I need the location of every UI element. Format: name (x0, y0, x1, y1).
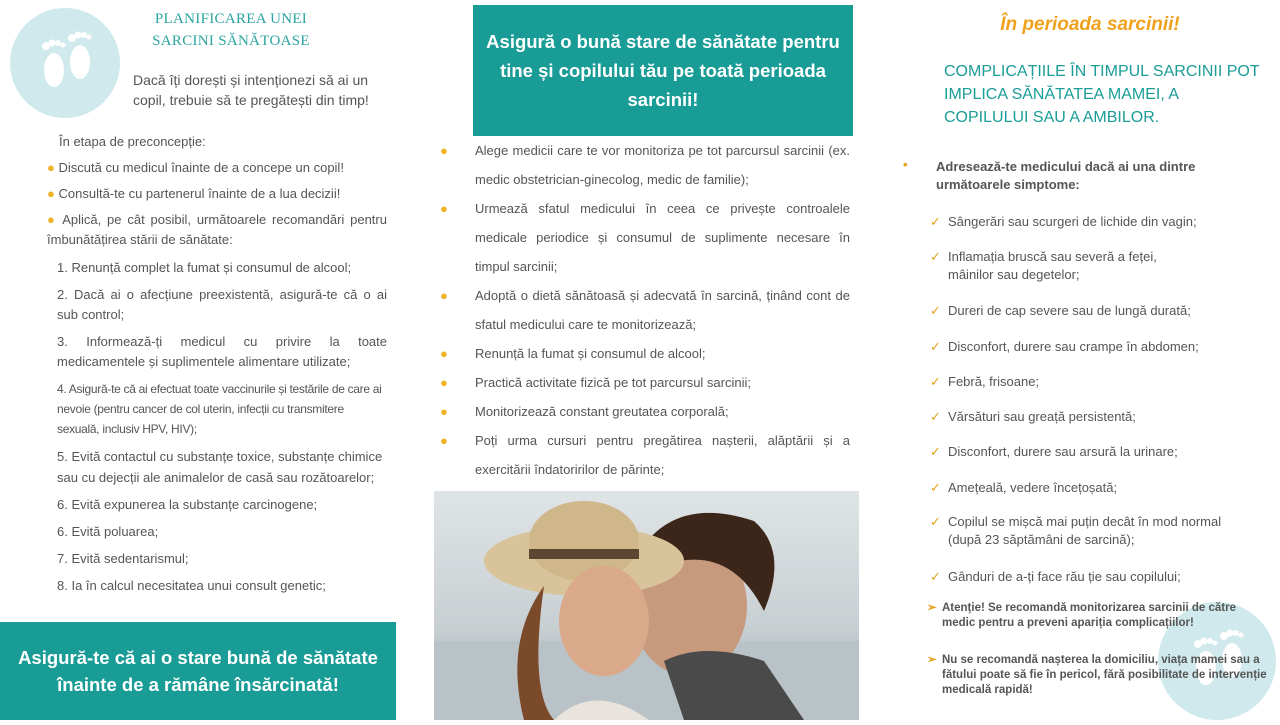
list-item: ● Consultă-te cu partenerul înainte de a lua decizii! (47, 186, 341, 201)
list-item: 1. Renunță complet la fumat și consumul de alcool; (57, 260, 352, 275)
list-item: 6. Evită expunerea la substanțe carcinogene; (57, 497, 318, 512)
list-item: 3. Informează-ți medicul cu privire la toate medicamentele și suplimentele alimentare utilizate; (57, 334, 387, 369)
symptom-item: ✓ Vărsături sau greață persistentă; (930, 409, 1136, 424)
list-item: 5. Evită contactul cu substanțe toxice, substanțe chimice sau cu dejecții ale animalelor de casă sau rozătoarelor; (57, 449, 383, 485)
list-item: ● Discută cu medicul înainte de a concepe un copil! (47, 160, 344, 175)
footprints-icon (10, 8, 120, 118)
list-item: ● Renunță la fumat și consumul de alcool; (440, 339, 850, 368)
check-icon: ✓ (930, 249, 941, 264)
symptom-item: ✓ Dureri de cap severe sau de lungă durată; (930, 303, 1191, 318)
check-icon: ✓ (930, 374, 941, 389)
check-icon: ✓ (930, 303, 941, 318)
bullet-icon: ● (440, 404, 448, 419)
list-item: 7. Evită sedentarismul; (57, 551, 189, 566)
bullet-icon: ● (440, 433, 448, 448)
bullet-icon: • (903, 157, 908, 172)
left-title-line2: SARCINI SĂNĂTOASE (152, 33, 310, 49)
list-item: 4. Asigură-te că ai efectuat toate vaccinurile și testările de care ai nevoie (pentru cancer de col uterin, infecții cu transmitere sexuală, inclusiv HPV, HIV); (57, 382, 382, 436)
bullet-icon: ● (440, 143, 448, 158)
arrow-icon: ➢ (927, 602, 937, 614)
doctor-lead: • Adresează-te medicului dacă ai una dintre următoarele simptome: (903, 157, 1196, 192)
list-item: ● Urmează sfatul medicului în ceea ce privește controalele medicale periodice și consumul de suplimente necesare în timpul sarcinii; (440, 194, 850, 281)
symptom-item: ✓ Disconfort, durere sau arsură la urinare; (930, 444, 1178, 459)
check-icon: ✓ (930, 214, 941, 229)
stage-heading: În etapa de preconcepție: (59, 134, 206, 149)
preconception-banner: Asigură-te că ai o stare bună de sănătate înainte de a rămâne însărcinată! (0, 622, 396, 720)
bullet-icon: ● (440, 346, 448, 361)
check-icon: ✓ (930, 409, 941, 424)
warning-note: ➢ Nu se recomandă nașterea la domiciliu, viața mamei sau a fătului poate să fie în pericol, fără posibilitate de intervenție medicală rapidă! (927, 654, 1267, 696)
list-item: 6. Evită poluarea; (57, 524, 159, 539)
list-item: ● Alege medicii care te vor monitoriza pe tot parcursul sarcinii (ex. medic obstetrician-ginecolog, medic de familie); (440, 136, 850, 194)
bullet-icon: ● (440, 288, 448, 303)
list-item: ● Adoptă o dietă sănătoasă și adecvată în sarcină, ținând cont de sfatul medicului care te monitorizează; (440, 281, 850, 339)
bullet-icon: ● (440, 201, 448, 216)
symptom-item: ✓ Copilul se mișcă mai puțin decât în mod normal (după 23 săptămâni de sarcină); (930, 514, 1222, 547)
left-intro: Dacă îți dorești și intenționezi să ai un copil, trebuie să te pregătești din timp! (133, 72, 369, 108)
symptom-item: ✓ Amețeală, vedere încețoșată; (930, 480, 1118, 495)
arrow-icon: ➢ (927, 654, 937, 666)
symptom-item: ✓ Inflamația bruscă sau severă a feței, mâinilor sau degetelor; (930, 249, 1157, 282)
symptom-item: ✓ Sângerări sau scurgeri de lichide din vagin; (930, 214, 1197, 229)
list-item: ● Poți urma cursuri pentru pregătirea nașterii, alăptării și a exercitării îndatoririlor de părinte; (440, 426, 850, 484)
check-icon: ✓ (930, 480, 941, 495)
check-icon: ✓ (930, 514, 941, 529)
pregnancy-advice-list (440, 136, 850, 484)
symptom-item: ✓ Febră, frisoane; (930, 374, 1040, 389)
list-item: 8. Ia în calcul necesitatea unui consult genetic; (57, 578, 326, 593)
bullet-icon: ● (47, 160, 55, 175)
check-icon: ✓ (930, 569, 941, 584)
complications-heading: COMPLICAȚIILE ÎN TIMPUL SARCINII POT IMPLICA SĂNĂTATEA MAMEI, A COPILULUI SAU A AMBILOR. (944, 63, 1260, 126)
pregnancy-banner: Asigură o bună stare de sănătate pentru tine și copilului tău pe toată perioada sarcinii! (473, 5, 853, 136)
check-icon: ✓ (930, 339, 941, 354)
bullet-icon: ● (47, 212, 58, 227)
left-title-line1: PLANIFICAREA UNEI (154, 11, 308, 27)
list-item: ● Aplică, pe cât posibil, următoarele recomandări pentru îmbunătățirea stării de sănătate: (47, 212, 387, 247)
list-item: 2. Dacă ai o afecțiune preexistentă, asigură-te că o ai sub control; (57, 287, 387, 322)
bullet-icon: ● (440, 375, 448, 390)
right-title: În perioada sarcinii! (1000, 14, 1180, 35)
list-item: ● Monitorizează constant greutatea corporală; (440, 397, 850, 426)
bullet-icon: ● (47, 186, 55, 201)
warning-note: ➢ Atenție! Se recomandă monitorizarea sarcinii de către medic pentru a preveni apariția complicațiilor! (927, 602, 1236, 629)
symptom-item: ✓ Gânduri de a-ți face rău ție sau copilului; (930, 569, 1181, 584)
symptom-item: ✓ Disconfort, durere sau crampe în abdomen; (930, 339, 1199, 354)
left-title (122, 8, 340, 52)
list-item: ● Practică activitate fizică pe tot parcursul sarcinii; (440, 368, 850, 397)
couple-photo (434, 491, 859, 720)
check-icon: ✓ (930, 444, 941, 459)
preconception-list (47, 132, 387, 596)
footprints-logo (10, 8, 120, 118)
